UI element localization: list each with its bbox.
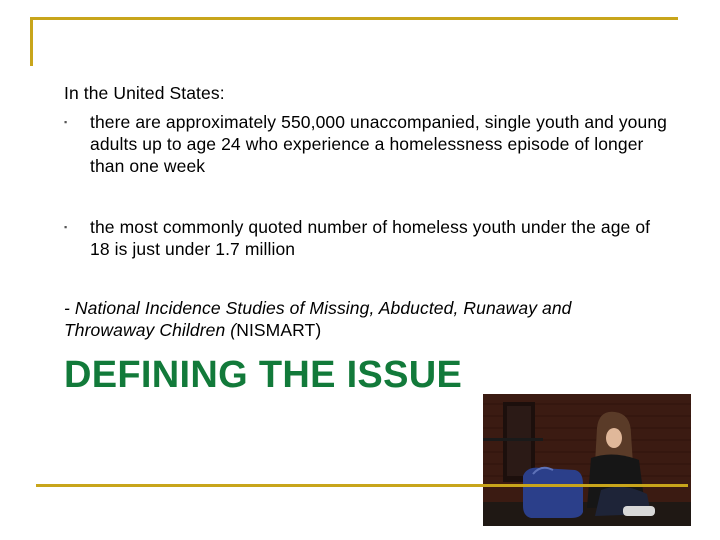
photo-illustration	[483, 394, 691, 526]
bullet-marker: ▪	[64, 222, 68, 232]
bullet-text: the most commonly quoted number of homeless youth under the age of 18 is just under 1.7 million	[90, 217, 651, 259]
bottom-decorative-rule	[36, 484, 688, 487]
slide-heading: DEFINING THE ISSUE	[64, 354, 463, 396]
bullet-text: there are approximately 550,000 unaccompanied, single youth and young adults up to age 24 who experience a homelessness episode of longer than one week	[90, 112, 668, 176]
bullet-item	[64, 216, 674, 264]
left-decorative-rule	[30, 17, 33, 66]
intro-text: In the United States:	[64, 83, 225, 103]
top-decorative-rule	[30, 17, 678, 20]
source-citation-acronym: NISMART)	[236, 320, 322, 340]
source-citation	[64, 297, 664, 341]
source-citation-title: - National Incidence Studies of Missing, Abducted, Runaway and Throwaway Children (	[64, 298, 572, 340]
bullet-marker: ▪	[64, 117, 68, 127]
homeless-youth-photo	[483, 394, 691, 526]
bullet-item	[64, 111, 674, 181]
